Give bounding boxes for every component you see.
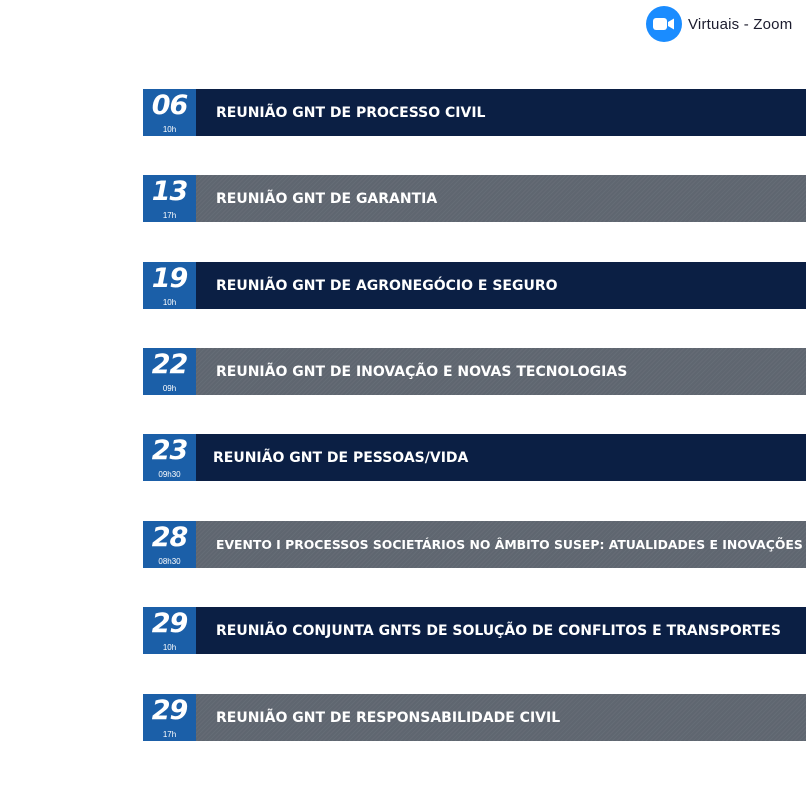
event-title: EVENTO I PROCESSOS SOCIETÁRIOS NO ÂMBITO SUSEP: ATUALIDADES E INOVAÇÕES — [216, 537, 803, 552]
event-day: 13 — [151, 176, 188, 207]
event-title: REUNIÃO GNT DE GARANTIA — [216, 190, 438, 207]
date-badge — [143, 607, 196, 654]
event-time: 09h — [162, 384, 177, 393]
event-title: REUNIÃO GNT DE PESSOAS/VIDA — [213, 449, 469, 466]
event-day: 06 — [151, 90, 188, 121]
event-title-bar — [196, 89, 806, 136]
date-badge — [143, 521, 196, 568]
event-day: 23 — [151, 435, 188, 466]
date-badge — [143, 262, 196, 309]
event-item[interactable] — [143, 262, 806, 309]
zoom-video-camera-icon — [646, 6, 682, 42]
event-title-bar — [196, 607, 806, 654]
event-day: 29 — [151, 608, 188, 639]
event-title-bar — [196, 434, 806, 481]
event-item[interactable] — [143, 434, 806, 481]
event-title: REUNIÃO GNT DE PROCESSO CIVIL — [216, 104, 486, 121]
event-day: 28 — [151, 522, 188, 553]
date-badge — [143, 434, 196, 481]
date-badge — [143, 694, 196, 741]
event-time: 08h30 — [158, 557, 181, 566]
event-title-bar — [196, 348, 806, 395]
event-time: 10h — [162, 298, 177, 307]
event-title-bar — [196, 521, 806, 568]
date-badge — [143, 89, 196, 136]
event-item[interactable] — [143, 521, 806, 568]
date-badge — [143, 175, 196, 222]
event-title: REUNIÃO GNT DE INOVAÇÃO E NOVAS TECNOLOGIAS — [216, 363, 628, 380]
event-title-bar — [196, 694, 806, 741]
event-item[interactable] — [143, 89, 806, 136]
event-day: 19 — [151, 263, 188, 294]
event-title: REUNIÃO GNT DE RESPONSABILIDADE CIVIL — [216, 709, 561, 726]
event-time: 09h30 — [158, 470, 181, 479]
event-day: 29 — [151, 695, 188, 726]
zoom-brand — [646, 6, 792, 42]
event-time: 10h — [162, 125, 177, 134]
event-item[interactable] — [143, 348, 806, 395]
event-title-bar — [196, 175, 806, 222]
date-badge — [143, 348, 196, 395]
event-day: 22 — [151, 349, 188, 380]
event-time: 17h — [162, 730, 177, 739]
event-title-bar — [196, 262, 806, 309]
event-time: 10h — [162, 643, 177, 652]
event-item[interactable] — [143, 607, 806, 654]
event-title: REUNIÃO CONJUNTA GNTS DE SOLUÇÃO DE CONFLITOS E TRANSPORTES — [216, 622, 782, 639]
event-title: REUNIÃO GNT DE AGRONEGÓCIO E SEGURO — [216, 277, 558, 294]
event-time: 17h — [162, 211, 177, 220]
brand-label: Virtuais - Zoom — [688, 15, 793, 33]
event-item[interactable] — [143, 694, 806, 741]
event-item[interactable] — [143, 175, 806, 222]
